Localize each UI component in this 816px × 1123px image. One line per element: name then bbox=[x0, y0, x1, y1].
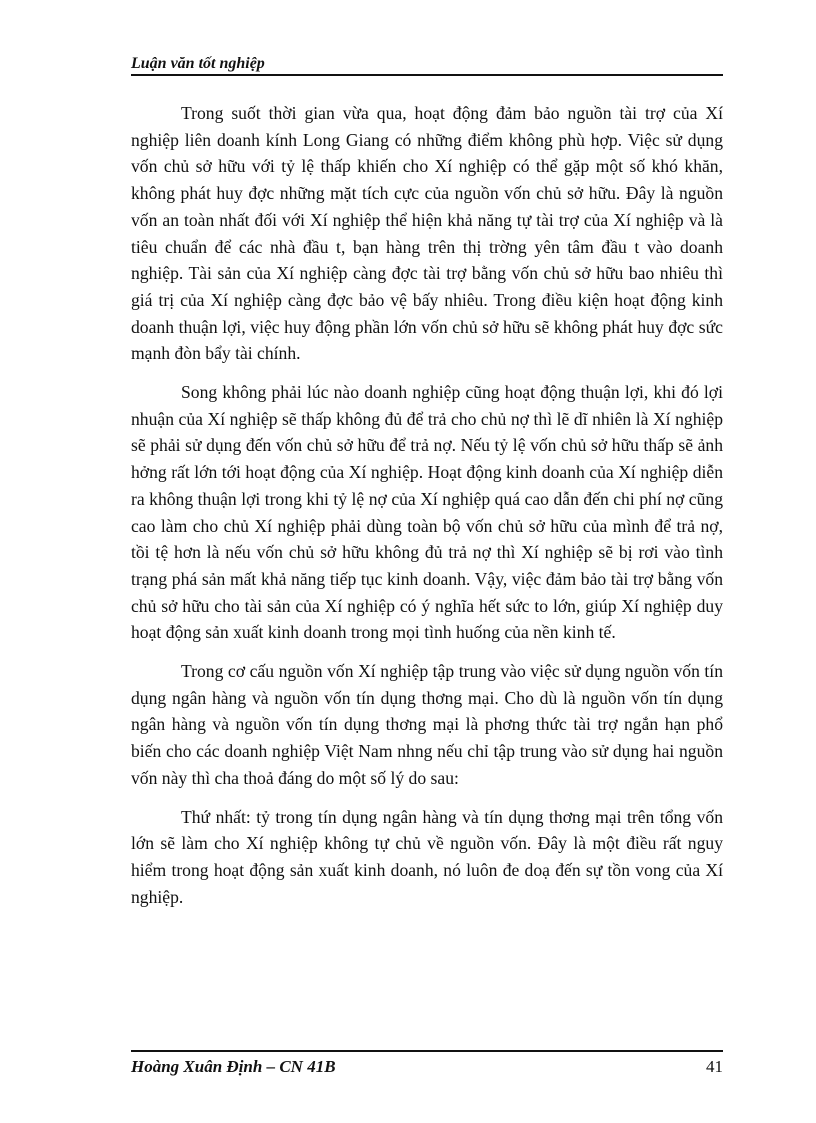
paragraph-4: Thứ nhất: tỷ trong tín dụng ngân hàng và tín dụng thơng mại trên tổng vốn lớn sẽ làm cho Xí nghiệp không tự chủ về nguồn vốn. Đây là một điều rất nguy hiểm trong hoạt động sản xuất kinh doanh, nó luôn đe doạ đến sự tồn vong của Xí nghiệp. bbox=[131, 806, 723, 907]
paragraph-2: Song không phải lúc nào doanh nghiệp cũng hoạt động thuận lợi, khi đó lợi nhuận của Xí nghiệp sẽ thấp không đủ để trả cho chủ nợ thì lẽ dĩ nhiên là Xí nghiệp sẽ phải sử dụng đến vốn chủ sở hữu để trả nợ. Nếu tỷ lệ vốn chủ sở hữu thấp sẽ ảnh hởng rất lớn tới hoạt động của Xí nghiệp. Hoạt động kinh doanh của Xí nghiệp diễn ra không thuận lợi trong khi tỷ lệ nợ của Xí nghiệp quá cao dẫn đến chi phí nợ cũng cao làm cho chủ Xí nghiệp phải dùng toàn bộ vốn chủ sở hữu của mình để trả nợ, tồi tệ hơn là nếu vốn chủ sở hữu không đủ trả nợ thì Xí nghiệp sẽ bị rơi vào tình trạng phá sản mất khả năng tiếp tục kinh doanh. Vậy, việc đảm bảo tài trợ bằng vốn chủ sở hữu cho tài sản của Xí nghiệp có ý nghĩa hết sức to lớn, giúp Xí nghiệp duy hoạt động sản xuất kinh doanh trong mọi tình huống của nền kinh tế. bbox=[131, 382, 723, 643]
paragraph-1: Trong suốt thời gian vừa qua, hoạt động đảm bảo nguồn tài trợ của Xí nghiệp liên doanh kính Long Giang có những điểm không phù hợp. Việc sử dụng vốn chủ sở hữu với tỷ lệ thấp khiến cho Xí nghiệp có thể gặp một số khó khăn, không phát huy đợc những mặt tích cực của nguồn vốn chủ sở hữu. Đây là nguồn vốn an toàn nhất đối với Xí nghiệp thể hiện khả năng tự tài trợ của Xí nghiệp và là tiêu chuẩn để các nhà đầu t, bạn hàng trên thị trờng yên tâm đầu t vào doanh nghiệp. Tài sản của Xí nghiệp càng đợc tài trợ bằng vốn chủ sở hữu bao nhiêu thì giá trị của Xí nghiệp càng đợc bảo vệ bấy nhiêu. Trong điều kiện hoạt động kinh doanh thuận lợi, việc huy động phần lớn vốn chủ sở hữu sẽ không phát huy đợc sức mạnh đòn bẩy tài chính. bbox=[131, 103, 723, 364]
paragraph-3: Trong cơ cấu nguồn vốn Xí nghiệp tập trung vào việc sử dụng nguồn vốn tín dụng ngân hàng và nguồn vốn tín dụng thơng mại. Cho dù là nguồn vốn tín dụng ngân hàng và nguồn vốn tín dụng thơng mại là phơng thức tài trợ ngắn hạn phổ biến cho các doanh nghiệp Việt Nam nhng nếu chỉ tập trung vào sử dụng hai nguồn vốn này thì cha thoả đáng do một số lý do sau: bbox=[131, 661, 723, 788]
footer-author: Hoàng Xuân Định – CN 41B bbox=[131, 1057, 336, 1076]
page-body bbox=[131, 100, 723, 922]
header-title: Luận văn tốt nghiệp bbox=[131, 55, 265, 72]
page-number: 41 bbox=[706, 1057, 723, 1076]
page-header bbox=[131, 50, 723, 76]
page-footer bbox=[131, 1050, 723, 1082]
